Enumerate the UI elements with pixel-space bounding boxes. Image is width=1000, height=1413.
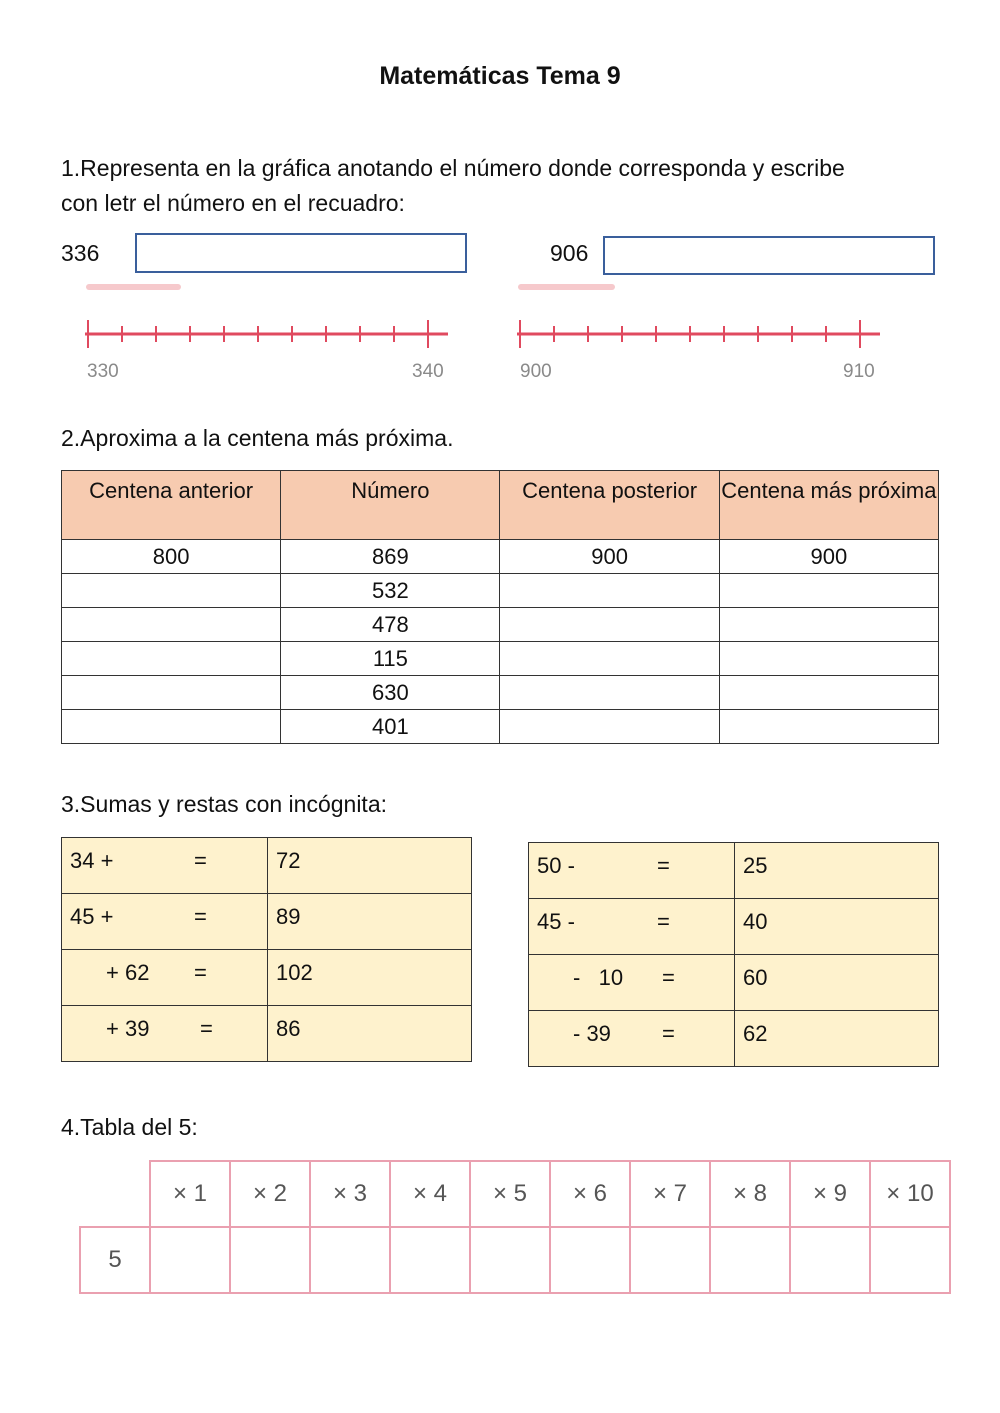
number-line-left-end: 340: [412, 361, 444, 382]
equation-result: 72: [268, 838, 472, 894]
equation-left[interactable]: [529, 843, 735, 899]
sums-table: [61, 837, 472, 1062]
equation-result: 89: [268, 894, 472, 950]
cell-numero: 630: [281, 676, 500, 710]
equals-sign: =: [662, 965, 675, 990]
factor-header: × 4: [390, 1161, 470, 1227]
q3-instruction: 3.Sumas y restas con incógnita:: [61, 791, 387, 817]
times-table: [79, 1160, 951, 1294]
header-centena-posterior: Centena posterior: [500, 471, 719, 540]
number-line-left[interactable]: [80, 312, 460, 356]
factor-header: × 7: [630, 1161, 710, 1227]
cell-numero: 115: [281, 642, 500, 676]
cell-centena-anterior[interactable]: [62, 608, 281, 642]
factor-header: × 10: [870, 1161, 950, 1227]
equals-sign: =: [657, 853, 670, 878]
cell-centena-posterior[interactable]: [500, 642, 719, 676]
table-row: [529, 899, 939, 955]
number-line-left-start: 330: [87, 361, 119, 382]
cell-centena-mas-proxima[interactable]: [719, 642, 938, 676]
equation-left[interactable]: [62, 894, 268, 950]
equals-sign: =: [657, 909, 670, 934]
answer-cell[interactable]: [630, 1227, 710, 1293]
cell-centena-anterior[interactable]: [62, 574, 281, 608]
rounding-table: [61, 470, 939, 744]
page-title: Matemáticas Tema 9: [379, 62, 621, 90]
cell-centena-anterior[interactable]: [62, 642, 281, 676]
row-label: 5: [80, 1227, 150, 1293]
equation-operand: 34 +: [70, 848, 114, 873]
table-row: [62, 540, 939, 574]
factor-header: × 6: [550, 1161, 630, 1227]
q1-right-number: 906: [550, 240, 589, 266]
subtractions-table: [528, 842, 939, 1067]
equation-operand: - 10: [573, 965, 624, 990]
header-centena-anterior: Centena anterior: [62, 471, 281, 540]
equation-operand: 45 +: [70, 904, 114, 929]
equation-result: 40: [735, 899, 939, 955]
cell-numero: 869: [281, 540, 500, 574]
equation-left[interactable]: [529, 899, 735, 955]
equals-sign: =: [194, 848, 207, 873]
equation-left[interactable]: [62, 950, 268, 1006]
q4-instruction: 4.Tabla del 5:: [61, 1114, 198, 1140]
factor-header: × 9: [790, 1161, 870, 1227]
answer-cell[interactable]: [550, 1227, 630, 1293]
equation-operand: 45 -: [537, 909, 575, 934]
cell-numero: 401: [281, 710, 500, 744]
factor-header: × 2: [230, 1161, 310, 1227]
equals-sign: =: [200, 1016, 213, 1041]
factor-header: × 1: [150, 1161, 230, 1227]
answer-cell[interactable]: [310, 1227, 390, 1293]
q1-right-answer-box[interactable]: [603, 236, 935, 275]
cell-centena-mas-proxima[interactable]: 900: [719, 540, 938, 574]
number-line-right-end: 910: [843, 361, 875, 382]
q1-right-mark: [518, 284, 615, 290]
answer-cell[interactable]: [870, 1227, 950, 1293]
cell-centena-posterior[interactable]: [500, 608, 719, 642]
equation-result: 60: [735, 955, 939, 1011]
equation-left[interactable]: [62, 1006, 268, 1062]
table-row: [529, 1011, 939, 1067]
cell-centena-mas-proxima[interactable]: [719, 676, 938, 710]
table-row: [62, 676, 939, 710]
equals-sign: =: [194, 904, 207, 929]
equals-sign: =: [194, 960, 207, 985]
answer-cell[interactable]: [230, 1227, 310, 1293]
answer-cell[interactable]: [150, 1227, 230, 1293]
table-row: [62, 950, 472, 1006]
q1-left-number: 336: [61, 240, 100, 266]
equation-result: 62: [735, 1011, 939, 1067]
answer-cell[interactable]: [710, 1227, 790, 1293]
equation-operand: + 39: [106, 1016, 150, 1041]
cell-centena-posterior[interactable]: 900: [500, 540, 719, 574]
cell-centena-anterior[interactable]: 800: [62, 540, 281, 574]
equation-operand: - 39: [573, 1021, 611, 1046]
answer-cell[interactable]: [390, 1227, 470, 1293]
table-row: [62, 1006, 472, 1062]
factor-header: × 5: [470, 1161, 550, 1227]
equation-left[interactable]: [529, 1011, 735, 1067]
q1-left-mark: [86, 284, 181, 290]
q1-left-answer-box[interactable]: [135, 233, 467, 273]
equation-left[interactable]: [529, 955, 735, 1011]
table-row: [62, 894, 472, 950]
equals-sign: =: [662, 1021, 675, 1046]
equation-result: 86: [268, 1006, 472, 1062]
table-row: [62, 642, 939, 676]
cell-centena-anterior[interactable]: [62, 710, 281, 744]
table-row: [529, 843, 939, 899]
table-row: [62, 710, 939, 744]
equation-operand: + 62: [106, 960, 150, 985]
cell-centena-mas-proxima[interactable]: [719, 574, 938, 608]
factor-header: × 3: [310, 1161, 390, 1227]
q2-instruction: 2.Aproxima a la centena más próxima.: [61, 425, 454, 451]
equation-result: 25: [735, 843, 939, 899]
number-line-right-start: 900: [520, 361, 552, 382]
header-centena-mas-proxima: Centena más próxima: [719, 471, 938, 540]
header-numero: Número: [281, 471, 500, 540]
factor-header: × 8: [710, 1161, 790, 1227]
cell-numero: 532: [281, 574, 500, 608]
cell-centena-posterior[interactable]: [500, 710, 719, 744]
cell-centena-posterior[interactable]: [500, 676, 719, 710]
cell-numero: 478: [281, 608, 500, 642]
answer-cell[interactable]: [790, 1227, 870, 1293]
table-row: [62, 574, 939, 608]
corner-cell: [80, 1161, 150, 1227]
equation-result: 102: [268, 950, 472, 1006]
answer-cell[interactable]: [470, 1227, 550, 1293]
table-row: [80, 1227, 950, 1293]
cell-centena-posterior[interactable]: [500, 574, 719, 608]
table-row: [529, 955, 939, 1011]
table-row: [80, 1161, 950, 1227]
table-row: [62, 838, 472, 894]
cell-centena-mas-proxima[interactable]: [719, 710, 938, 744]
equation-operand: 50 -: [537, 853, 575, 878]
cell-centena-mas-proxima[interactable]: [719, 608, 938, 642]
number-line-right[interactable]: [512, 312, 892, 356]
cell-centena-anterior[interactable]: [62, 676, 281, 710]
q1-instruction-line2: con letr el número en el recuadro:: [61, 190, 405, 216]
q1-instruction-line1: 1.Representa en la gráfica anotando el número donde corresponda y escribe: [61, 155, 845, 181]
equation-left[interactable]: [62, 838, 268, 894]
table-row: [62, 608, 939, 642]
